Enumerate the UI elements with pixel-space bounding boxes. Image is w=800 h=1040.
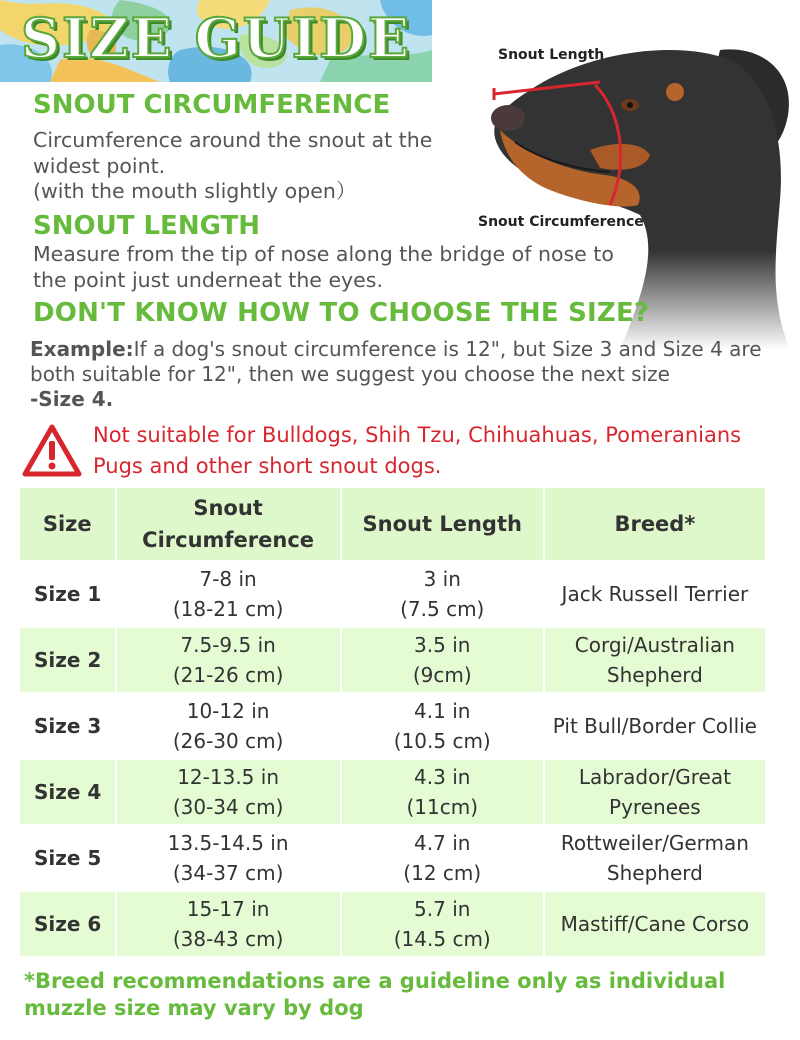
- size-table: [18, 486, 767, 958]
- header-breed: Breed*: [545, 488, 765, 560]
- breed-line1: Corgi/Australian: [574, 633, 735, 657]
- table-row: [20, 694, 765, 758]
- breed-line1: Mastiff/Cane Corso: [560, 912, 750, 936]
- len-cm: (11cm): [406, 795, 479, 819]
- row-circumference: [117, 826, 340, 890]
- len-cm: (12 cm): [403, 861, 482, 885]
- circ-in: 7.5-9.5 in: [180, 633, 276, 657]
- row-breed: [545, 826, 765, 890]
- example-label: Example:: [30, 337, 134, 361]
- row-size: Size 4: [20, 760, 115, 824]
- snout-circumference-heading: SNOUT CIRCUMFERENCE: [33, 90, 391, 120]
- header-circumference-line1: Snout: [193, 496, 263, 520]
- snout-circumference-text: Circumference around the snout at the widest point.: [33, 128, 433, 178]
- circ-cm: (26-30 cm): [172, 729, 284, 753]
- breed-line1: Jack Russell Terrier: [561, 582, 749, 606]
- len-cm: (7.5 cm): [400, 597, 485, 621]
- row-circumference: [117, 694, 340, 758]
- table-row: [20, 628, 765, 692]
- size-example: [30, 337, 770, 412]
- table-row: [20, 892, 765, 956]
- row-breed: [545, 628, 765, 692]
- len-cm: (14.5 cm): [393, 927, 491, 951]
- header-length: Snout Length: [342, 488, 543, 560]
- example-result: -Size 4.: [30, 387, 114, 411]
- choose-size-heading: DON'T KNOW HOW TO CHOOSE THE SIZE?: [33, 298, 650, 328]
- circ-in: 10-12 in: [186, 699, 270, 723]
- len-in: 4.7 in: [414, 831, 471, 855]
- row-length: [342, 694, 543, 758]
- row-length: [342, 628, 543, 692]
- row-size: Size 2: [20, 628, 115, 692]
- circ-in: 12-13.5 in: [177, 765, 279, 789]
- row-size: Size 5: [20, 826, 115, 890]
- breed-line1: Labrador/Great: [578, 765, 731, 789]
- table-row: [20, 562, 765, 626]
- header-circumference-line2: Circumference: [142, 528, 315, 552]
- row-size: Size 6: [20, 892, 115, 956]
- snout-length-text: Measure from the tip of nose along the bridge of nose to the point just underneat the eyes.: [33, 242, 614, 292]
- table-row: [20, 826, 765, 890]
- breed-line2: Shepherd: [606, 663, 703, 687]
- breed-footnote: *Breed recommendations are a guideline only as individual muzzle size may vary by dog: [24, 969, 726, 1020]
- table-row: [20, 760, 765, 824]
- row-length: [342, 760, 543, 824]
- row-size: Size 1: [20, 562, 115, 626]
- breed-line1: Rottweiler/German: [560, 831, 749, 855]
- breed-line2: Shepherd: [606, 861, 703, 885]
- row-breed: [545, 760, 765, 824]
- circ-cm: (30-34 cm): [172, 795, 284, 819]
- size-guide-banner: [0, 0, 432, 82]
- unsuitable-breeds-warning: [93, 420, 741, 482]
- len-cm: (9cm): [412, 663, 472, 687]
- len-in: 4.1 in: [414, 699, 471, 723]
- header-circumference: [117, 488, 340, 560]
- snout-length-label: Snout Length: [498, 47, 605, 63]
- row-circumference: [117, 562, 340, 626]
- circ-in: 15-17 in: [186, 897, 270, 921]
- size-guide-title: SIZE GUIDE: [20, 6, 412, 70]
- row-breed: [545, 892, 765, 956]
- row-length: [342, 562, 543, 626]
- row-circumference: [117, 628, 340, 692]
- circ-cm: (21-26 cm): [172, 663, 284, 687]
- row-size: Size 3: [20, 694, 115, 758]
- circ-cm: (38-43 cm): [172, 927, 284, 951]
- warning-icon: [22, 424, 82, 478]
- warning-line-1: Not suitable for Bulldogs, Shih Tzu, Chihuahuas, Pomeranians: [93, 423, 742, 447]
- row-breed: [545, 562, 765, 626]
- row-length: [342, 892, 543, 956]
- breed-line1: Pit Bull/Border Collie: [552, 714, 757, 738]
- snout-length-heading: SNOUT LENGTH: [33, 211, 260, 241]
- len-in: 3.5 in: [414, 633, 471, 657]
- row-circumference: [117, 892, 340, 956]
- row-circumference: [117, 760, 340, 824]
- circ-cm: (18-21 cm): [172, 597, 284, 621]
- circ-cm: (34-37 cm): [172, 861, 284, 885]
- breed-line2: Pyrenees: [609, 795, 701, 819]
- len-cm: (10.5 cm): [393, 729, 491, 753]
- circ-in: 13.5-14.5 in: [167, 831, 289, 855]
- circ-in: 7-8 in: [199, 567, 257, 591]
- example-text: If a dog's snout circumference is 12", but Size 3 and Size 4 are both suitable for 12", then we suggest you choose the next size: [30, 337, 762, 386]
- len-in: 5.7 in: [414, 897, 471, 921]
- len-in: 3 in: [423, 567, 461, 591]
- table-header-row: [20, 488, 765, 560]
- snout-circumference-note: (with the mouth slightly open）: [33, 179, 357, 203]
- warning-line-2: Pugs and other short snout dogs.: [93, 454, 442, 478]
- row-length: [342, 826, 543, 890]
- len-in: 4.3 in: [414, 765, 471, 789]
- row-breed: [545, 694, 765, 758]
- snout-circumference-label: Snout Circumference: [478, 214, 644, 230]
- header-size: Size: [20, 488, 115, 560]
